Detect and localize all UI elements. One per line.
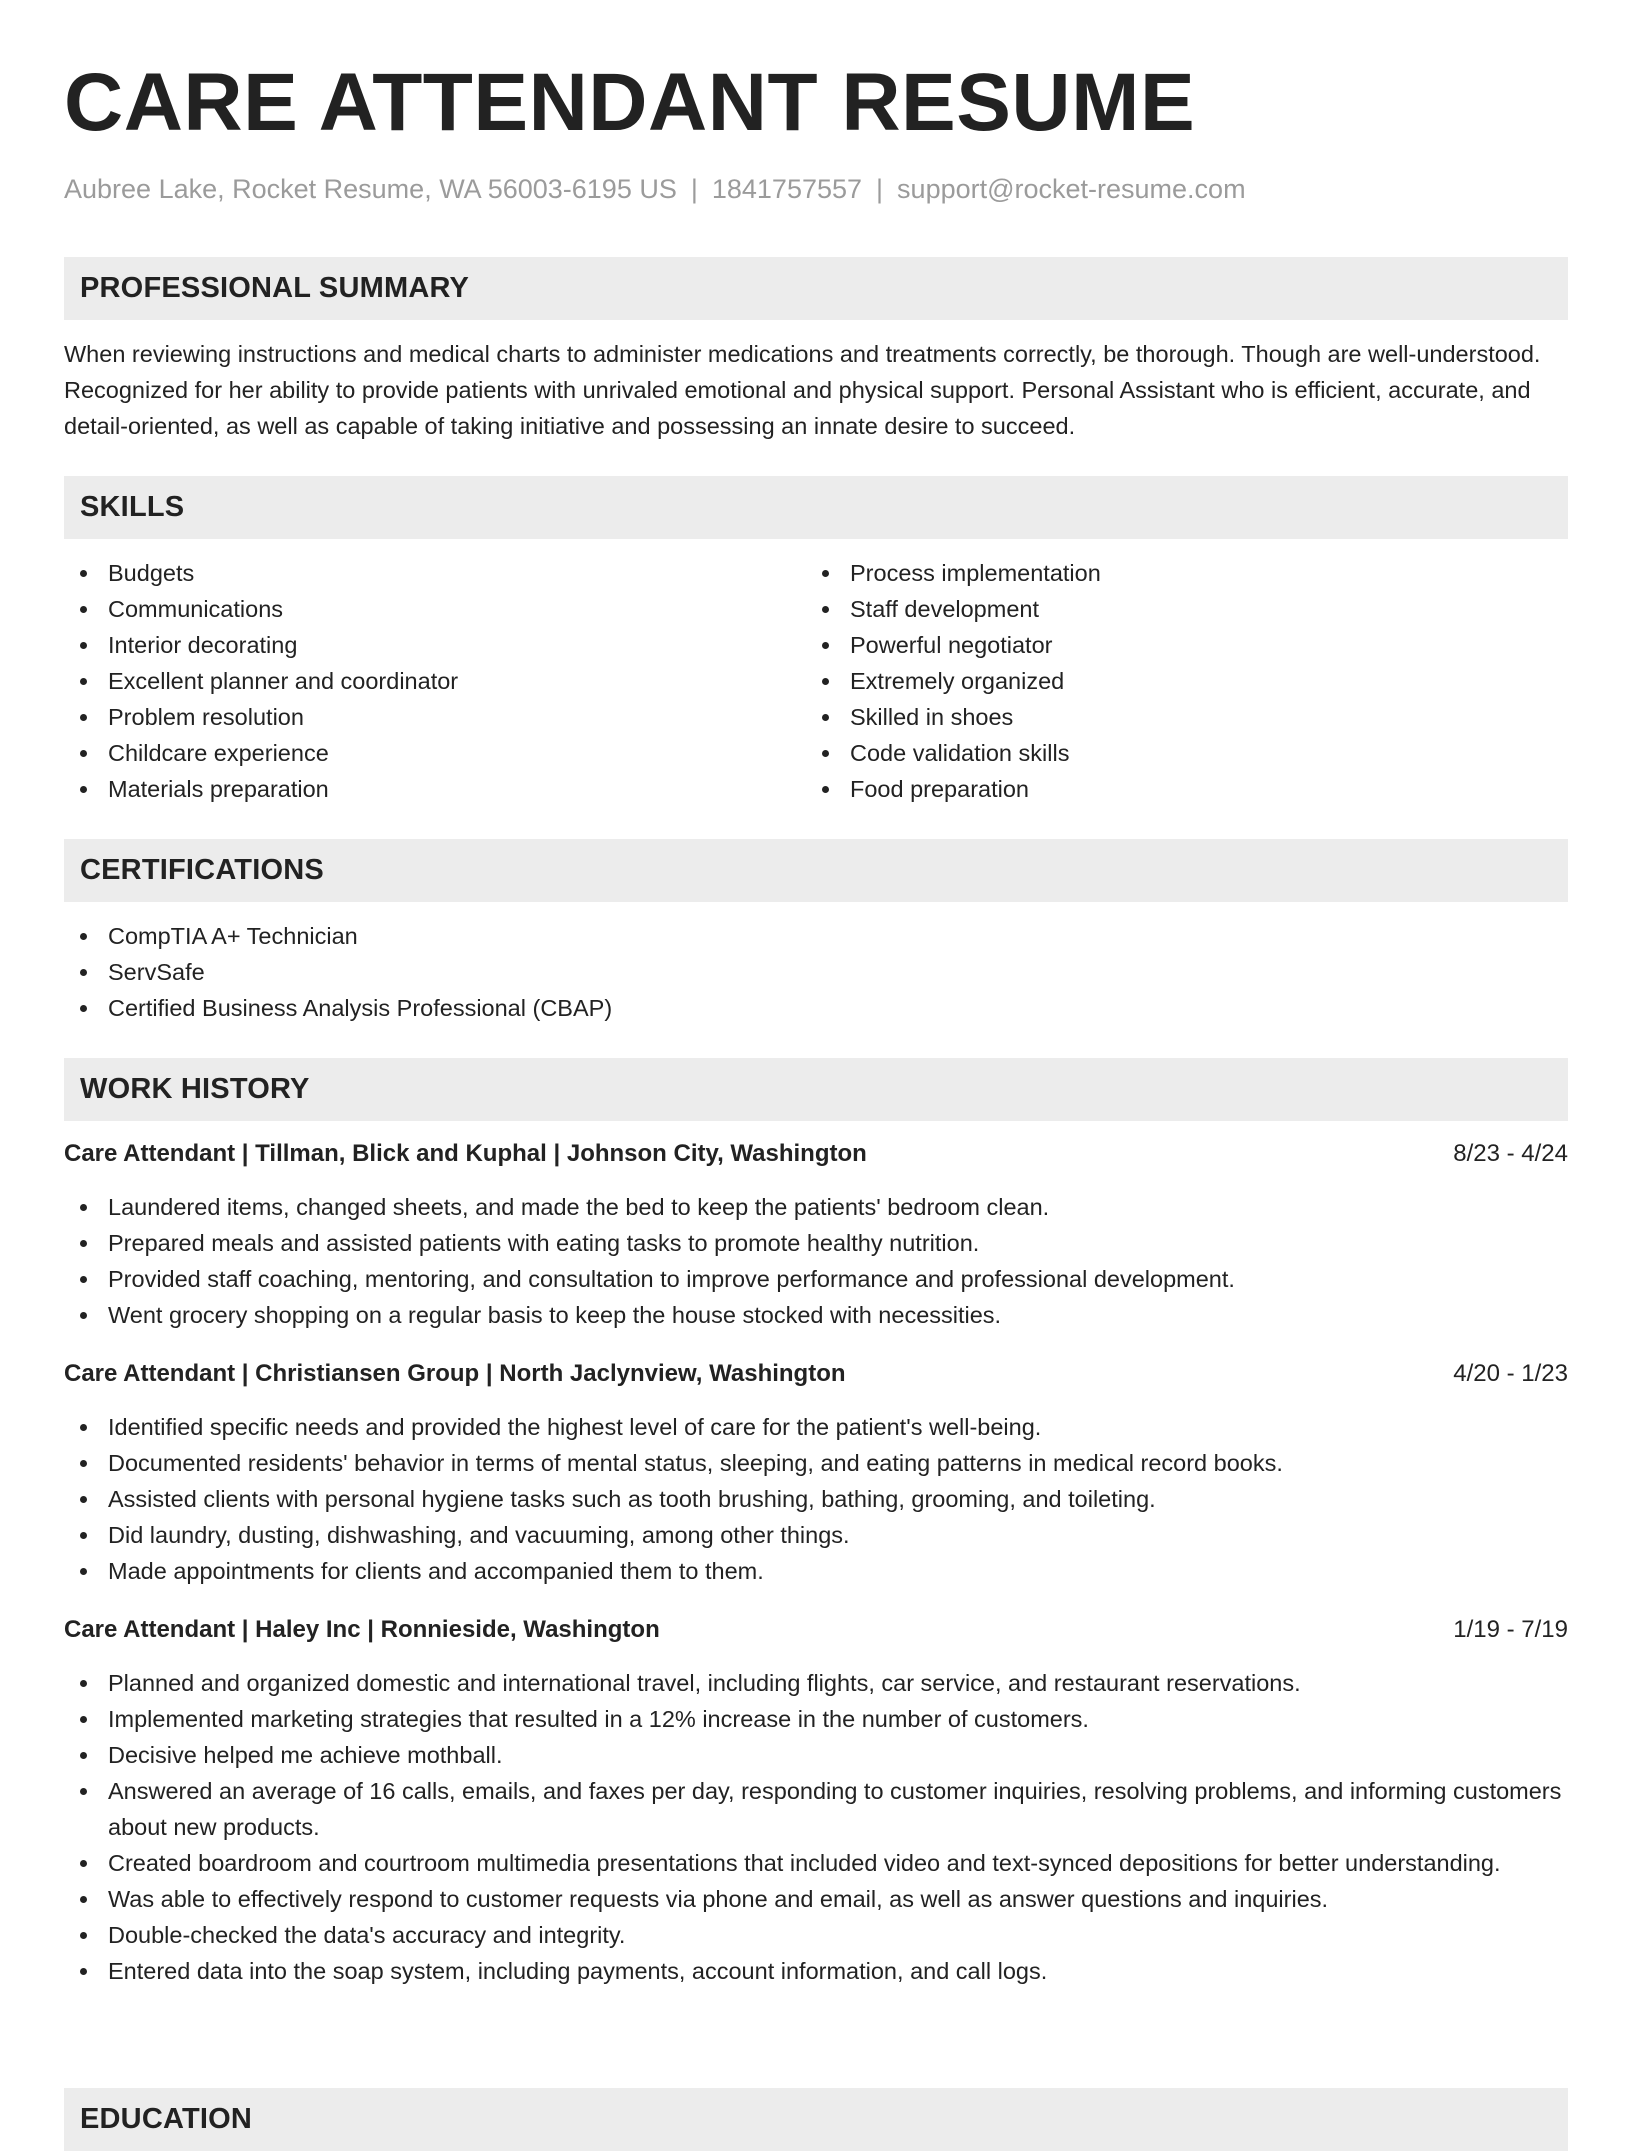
list-item: Problem resolution — [64, 699, 806, 735]
job-title: Care Attendant | Haley Inc | Ronnieside, Washington — [64, 1616, 660, 1643]
job-entry — [64, 1613, 1568, 1989]
list-item: Created boardroom and courtroom multimedia presentations that included video and text-synced depositions for better understanding. — [64, 1845, 1568, 1881]
job-entry — [64, 1137, 1568, 1333]
list-item: Identified specific needs and provided the highest level of care for the patient's well-being. — [64, 1409, 1568, 1445]
list-item: Went grocery shopping on a regular basis to keep the house stocked with necessities. — [64, 1297, 1568, 1333]
list-item: Answered an average of 16 calls, emails, and faxes per day, responding to customer inquiries, resolving problems, and informing customers about new products. — [64, 1773, 1568, 1845]
contact-phone: 1841757557 — [711, 174, 863, 204]
job-bullets — [64, 1665, 1568, 1989]
list-item: Interior decorating — [64, 627, 806, 663]
list-item: Documented residents' behavior in terms of mental status, sleeping, and eating patterns in medical record books. — [64, 1445, 1568, 1481]
list-item: Extremely organized — [806, 663, 1548, 699]
list-item: Excellent planner and coordinator — [64, 663, 806, 699]
list-item: Process implementation — [806, 555, 1548, 591]
contact-separator: | — [690, 174, 698, 204]
list-item: Prepared meals and assisted patients with eating tasks to promote healthy nutrition. — [64, 1225, 1568, 1261]
list-item: CompTIA A+ Technician — [64, 918, 1568, 954]
job-header — [64, 1613, 1568, 1647]
list-item: Provided staff coaching, mentoring, and consultation to improve performance and professional development. — [64, 1261, 1568, 1297]
resume-title: CARE ATTENDANT RESUME — [64, 57, 1196, 148]
list-item: Laundered items, changed sheets, and made the bed to keep the patients' bedroom clean. — [64, 1189, 1568, 1225]
job-title: Care Attendant | Christiansen Group | North Jaclynview, Washington — [64, 1360, 846, 1387]
education-heading: EDUCATION — [64, 2088, 1568, 2151]
list-item: Powerful negotiator — [806, 627, 1548, 663]
skills-right-list — [806, 555, 1548, 807]
list-item: Materials preparation — [64, 771, 806, 807]
list-item: Did laundry, dusting, dishwashing, and vacuuming, among other things. — [64, 1517, 1568, 1553]
list-item: Communications — [64, 591, 806, 627]
job-dates: 1/19 - 7/19 — [1453, 1616, 1568, 1643]
skills-columns — [64, 555, 1568, 807]
list-item: Planned and organized domestic and international travel, including flights, car service, and restaurant reservations. — [64, 1665, 1568, 1701]
list-item: Entered data into the soap system, including payments, account information, and call logs. — [64, 1953, 1568, 1989]
list-item: Assisted clients with personal hygiene tasks such as tooth brushing, bathing, grooming, and toileting. — [64, 1481, 1568, 1517]
list-item: Budgets — [64, 555, 806, 591]
job-bullets — [64, 1189, 1568, 1333]
certifications-list — [64, 918, 1568, 1026]
list-item: Code validation skills — [806, 735, 1548, 771]
job-dates: 8/23 - 4/24 — [1453, 1140, 1568, 1167]
contact-line — [64, 172, 1568, 206]
job-entry — [64, 1357, 1568, 1589]
list-item: Decisive helped me achieve mothball. — [64, 1737, 1568, 1773]
list-item: Made appointments for clients and accompanied them to them. — [64, 1553, 1568, 1589]
list-item: Food preparation — [806, 771, 1548, 807]
job-bullets — [64, 1409, 1568, 1589]
summary-heading: PROFESSIONAL SUMMARY — [64, 257, 1568, 320]
list-item: Certified Business Analysis Professional (CBAP) — [64, 990, 1568, 1026]
skills-left-list — [64, 555, 806, 807]
certifications-heading: CERTIFICATIONS — [64, 839, 1568, 902]
contact-separator: | — [876, 174, 884, 204]
job-title: Care Attendant | Tillman, Blick and Kuphal | Johnson City, Washington — [64, 1140, 867, 1167]
job-dates: 4/20 - 1/23 — [1453, 1360, 1568, 1387]
job-header — [64, 1137, 1568, 1171]
job-header — [64, 1357, 1568, 1391]
skills-heading: SKILLS — [64, 476, 1568, 539]
contact-email: support@rocket-resume.com — [897, 174, 1246, 204]
list-item: Skilled in shoes — [806, 699, 1548, 735]
list-item: Staff development — [806, 591, 1548, 627]
list-item: Double-checked the data's accuracy and integrity. — [64, 1917, 1568, 1953]
summary-text: When reviewing instructions and medical charts to administer medications and treatments correctly, be thorough. Though are well-understood. Recognized for her ability to provide patients with unrivaled emotional and physical support. Personal Assistant who is efficient, accurate, and detail-oriented, as well as capable of taking initiative and possessing an innate desire to succeed. — [64, 341, 1541, 439]
work-history-heading: WORK HISTORY — [64, 1058, 1568, 1121]
list-item: Childcare experience — [64, 735, 806, 771]
list-item: Implemented marketing strategies that resulted in a 12% increase in the number of customers. — [64, 1701, 1568, 1737]
list-item: ServSafe — [64, 954, 1568, 990]
list-item: Was able to effectively respond to customer requests via phone and email, as well as answer questions and inquiries. — [64, 1881, 1568, 1917]
contact-address: Aubree Lake, Rocket Resume, WA 56003-6195 US — [64, 174, 677, 204]
